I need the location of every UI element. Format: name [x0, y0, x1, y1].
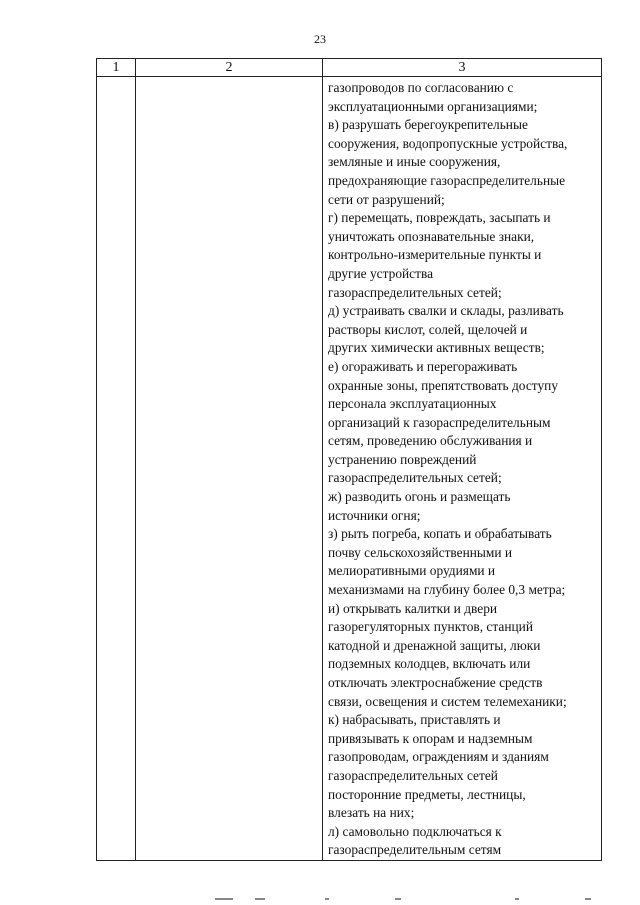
page-number: 23 [314, 32, 326, 46]
text-line: почву сельскохозяйственными и [328, 544, 513, 560]
text-line: земляные и иные сооружения, [328, 154, 501, 170]
document-table [96, 58, 602, 861]
text-line: организаций к газораспределительным [328, 414, 551, 430]
cell-column-1 [97, 77, 136, 861]
column-header-1: 1 [97, 59, 136, 77]
text-line: газопроводам, ограждениям и зданиям [328, 749, 549, 765]
text-line: мелиоративными орудиями и [328, 563, 496, 579]
text-line: е) огораживать и перегораживать [328, 358, 518, 374]
cell-column-3 [323, 77, 602, 861]
text-line: газораспределительным сетям [328, 842, 502, 858]
text-line: привязывать к опорам и надземным [328, 730, 533, 746]
text-line: охранные зоны, препятствовать доступу [328, 377, 559, 393]
text-line: катодной и дренажной защиты, люки [328, 637, 541, 653]
text-line: г) перемещать, повреждать, засыпать и [328, 210, 551, 226]
column-3-text [323, 77, 601, 860]
text-line: газопроводов по согласованию с [328, 80, 514, 95]
column-header-3: 3 [323, 59, 602, 77]
text-line: сооружения, водопропускные устройства, [328, 135, 568, 151]
text-line: других химически активных веществ; [328, 340, 545, 356]
text-line: л) самовольно подключаться к [328, 823, 502, 839]
text-line: сетям, проведению обслуживания и [328, 433, 533, 449]
text-line: газораспределительных сетей [328, 767, 498, 783]
text-line: в) разрушать берегоукрепительные [328, 117, 528, 133]
text-line: уничтожать опознавательные знаки, [328, 228, 535, 244]
text-line: д) устраивать свалки и склады, разливать [328, 303, 564, 319]
text-line: сети от разрушений; [328, 191, 445, 207]
text-line: газораспределительных сетей; [328, 284, 502, 300]
text-line: эксплуатационными организациями; [328, 98, 538, 114]
text-line: предохраняющие газораспределительные [328, 172, 566, 188]
text-line: устранению повреждений [328, 451, 477, 467]
text-line: связи, освещения и систем телемеханики; [328, 693, 567, 709]
column-header-2: 2 [136, 59, 323, 77]
text-line: отключать электроснабжение средств [328, 675, 543, 690]
table-row [97, 77, 602, 861]
text-line: посторонние предметы, лестницы, [328, 786, 526, 802]
text-line: другие устройства [328, 265, 434, 281]
text-line: к) набрасывать, приставлять и [328, 712, 501, 728]
scan-artifacts [215, 898, 615, 904]
text-line: газорегуляторных пунктов, станций [328, 619, 534, 635]
table-header-row [97, 59, 602, 77]
text-line: ж) разводить огонь и размещать [328, 489, 511, 505]
text-line: газораспределительных сетей; [328, 470, 502, 486]
text-line: влезать на них; [328, 805, 415, 821]
text-line: и) открывать калитки и двери [328, 600, 498, 616]
text-line: з) рыть погреба, копать и обрабатывать [328, 526, 552, 542]
text-line: источники огня; [328, 507, 421, 523]
text-line: подземных колодцев, включать или [328, 656, 531, 672]
text-line: растворы кислот, солей, щелочей и [328, 321, 528, 337]
text-line: персонала эксплуатационных [328, 396, 497, 412]
cell-column-2 [136, 77, 323, 861]
text-line: контрольно-измерительные пункты и [328, 247, 542, 263]
text-line: механизмами на глубину более 0,3 метра; [328, 582, 566, 598]
